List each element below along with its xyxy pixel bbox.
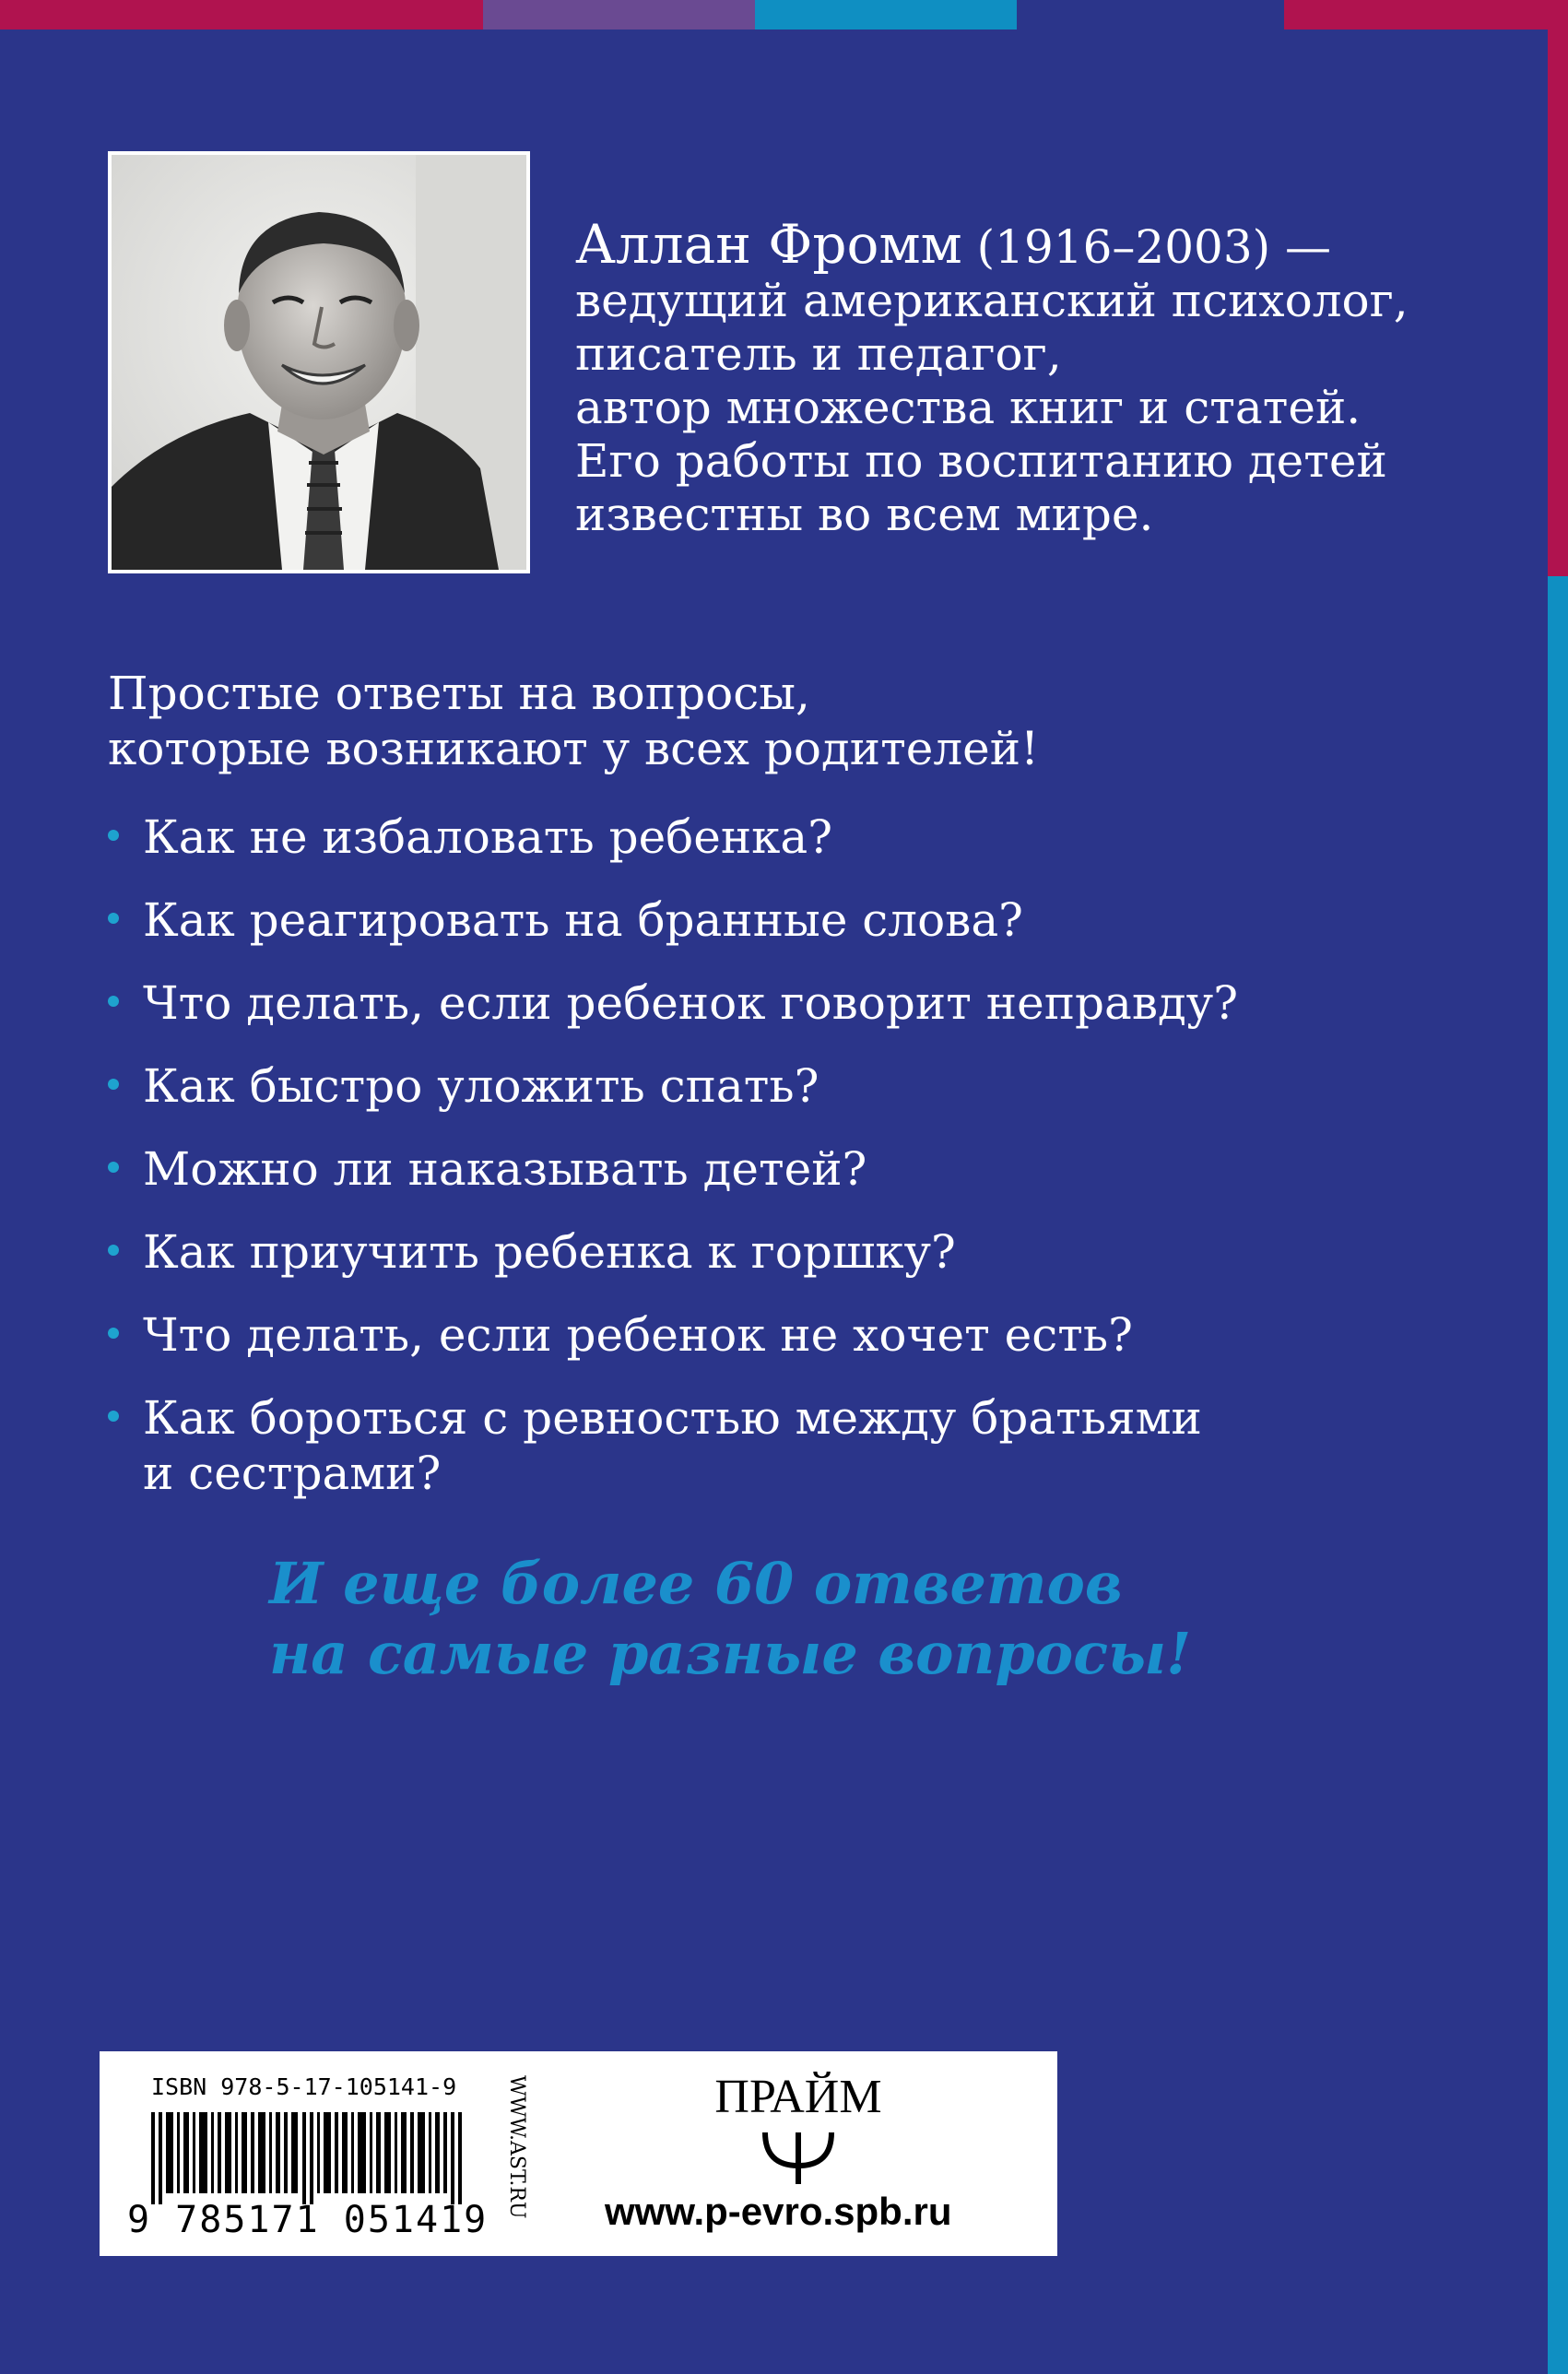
top-strip-crimson-right: [1284, 0, 1568, 30]
top-strip-purple: [483, 0, 755, 30]
publisher-website[interactable]: www.p-evro.spb.ru: [605, 2190, 952, 2233]
bullet-icon: [108, 1079, 119, 1090]
bullet-icon: [108, 1245, 119, 1256]
intro-line: которые возникают у всех родителей!: [108, 722, 1040, 775]
question-text: Как быстро уложить спать?: [143, 1059, 819, 1113]
question-text: Как бороться с ревностью между братьями: [143, 1391, 1202, 1445]
ast-website[interactable]: WWW.AST.RU: [505, 2075, 528, 2219]
promo-line: И еще более 60 ответов: [269, 1550, 1123, 1617]
intro-line: Простые ответы на вопросы,: [108, 667, 810, 720]
psi-icon: [752, 2129, 844, 2188]
question-text: Как не избаловать ребенка?: [143, 810, 833, 864]
bullet-icon: [108, 913, 119, 924]
promo-line: на самые разные вопросы!: [269, 1620, 1192, 1687]
question-item: [108, 1058, 1398, 1114]
barcode-panel: [100, 2051, 1057, 2256]
spine-strip-cyan: [1548, 576, 1568, 2374]
isbn-label: ISBN 978-5-17-105141-9: [151, 2073, 457, 2100]
promo-text: [269, 1549, 1468, 1689]
question-item: [108, 809, 1398, 865]
author-name-line: [575, 213, 1506, 276]
question-item: [108, 1307, 1398, 1363]
question-text: Что делать, если ребенок говорит неправду?: [143, 976, 1239, 1030]
publisher-name: ПРАЙМ: [714, 2071, 882, 2123]
bio-line: автор множества книг и статей.: [575, 381, 1362, 434]
author-photo: [108, 151, 530, 573]
top-strip-crimson-left: [0, 0, 483, 30]
bullet-icon: [108, 996, 119, 1007]
spine-strip-crimson: [1548, 0, 1568, 576]
question-text-continued: и сестрами?: [143, 1447, 442, 1500]
bio-line: писатель и педагог,: [575, 327, 1062, 381]
author-years: (1916–2003) —: [976, 220, 1332, 274]
question-item: [108, 1390, 1398, 1501]
intro-text: [108, 666, 1398, 776]
bullet-icon: [108, 1328, 119, 1339]
question-item: [108, 975, 1398, 1031]
bullet-icon: [108, 1411, 119, 1422]
question-text: Как приучить ребенка к горшку?: [143, 1225, 956, 1279]
question-text: Как реагировать на бранные слова?: [143, 893, 1023, 947]
isbn-digits: 9 785171 051419: [127, 2199, 489, 2241]
question-text: Можно ли наказывать детей?: [143, 1142, 867, 1196]
author-name: Аллан Фромм: [575, 213, 962, 276]
bullet-icon: [108, 830, 119, 841]
bullet-icon: [108, 1162, 119, 1173]
question-item: [108, 1141, 1398, 1197]
question-item: [108, 892, 1398, 948]
bio-line: известны во всем мире.: [575, 488, 1154, 541]
bio-line: ведущий американский психолог,: [575, 274, 1409, 327]
top-strip-cyan: [755, 0, 1017, 30]
question-text: Что делать, если ребенок не хочет есть?: [143, 1308, 1133, 1362]
barcode-icon: [151, 2112, 501, 2204]
author-bio: [575, 213, 1506, 541]
author-portrait-icon: [112, 155, 526, 570]
bio-line: Его работы по воспитанию детей: [575, 434, 1387, 488]
question-item: [108, 1224, 1398, 1280]
